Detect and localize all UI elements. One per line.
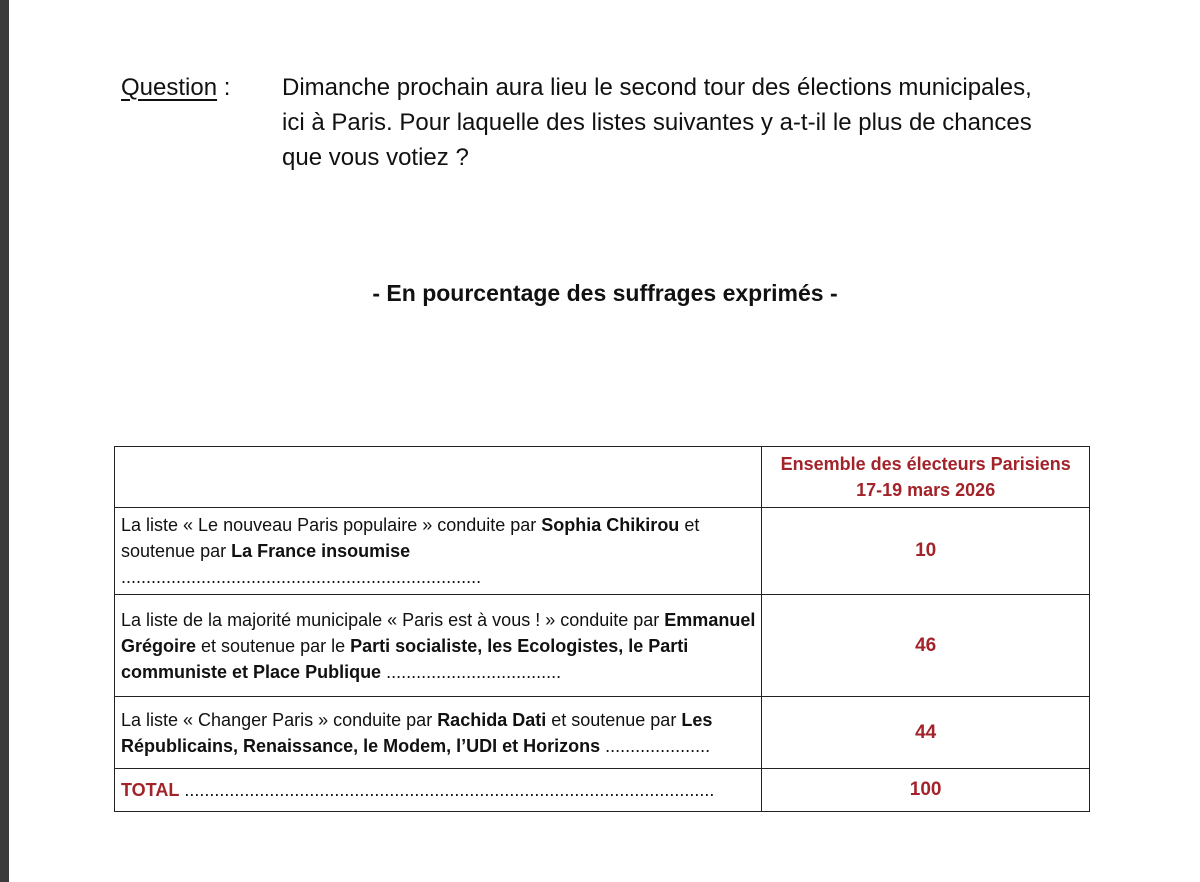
row-label: La liste « Le nouveau Paris populaire » conduite par Sophia Chikirou et soutenue par La France insoumise ........................................................................	[115, 508, 762, 595]
leader-dots: .....................	[600, 735, 711, 756]
total-label: TOTAL	[121, 780, 180, 800]
party-name: Parti socialiste, les Ecologistes, le Parti communiste et Place Publique	[121, 635, 689, 682]
candidate-name: Rachida Dati	[437, 709, 547, 730]
table-row	[115, 697, 1090, 769]
header-column-title	[762, 447, 1090, 508]
row-label: La liste de la majorité municipale « Paris est à vous ! » conduite par Emmanuel Grégoire et soutenue par le Parti socialiste, les Ecologistes, le Parti communiste et Place Publique ...................................	[115, 595, 762, 697]
table-row	[115, 595, 1090, 697]
table-total-row	[115, 769, 1090, 812]
row-value: 46	[762, 595, 1090, 697]
header-line-1: Ensemble des électeurs Parisiens	[780, 454, 1071, 474]
page-left-edge	[0, 0, 9, 882]
leader-dots: ..........................................................................................................	[179, 780, 715, 800]
results-table	[114, 446, 1090, 812]
table-header-row	[115, 447, 1090, 508]
party-name: La France insoumise	[231, 541, 411, 561]
total-value: 100	[762, 769, 1090, 812]
table-row	[115, 508, 1090, 595]
row-value: 44	[762, 697, 1090, 769]
candidate-name: Sophia Chikirou	[541, 515, 680, 535]
question-label: Question :	[121, 74, 231, 101]
question-line-3: que vous votiez ?	[282, 144, 469, 171]
header-empty-cell	[115, 447, 762, 508]
row-label: La liste « Changer Paris » conduite par Rachida Dati et soutenue par Les Républicains, Renaissance, le Modem, l’UDI et Horizons .....................	[115, 697, 762, 769]
question-line-2: ici à Paris. Pour laquelle des listes suivantes y a-t-il le plus de chances	[282, 109, 1032, 136]
leader-dots: ........................................................................	[121, 567, 482, 587]
leader-dots: ...................................	[381, 661, 562, 682]
candidate-name: Emmanuel Grégoire	[121, 609, 756, 656]
table-subtitle: - En pourcentage des suffrages exprimés -	[372, 280, 838, 306]
question-text	[282, 70, 1102, 175]
total-label-cell	[115, 769, 762, 812]
header-line-2: 17-19 mars 2026	[856, 480, 996, 500]
row-value: 10	[762, 508, 1090, 595]
party-name: Les Républicains, Renaissance, le Modem, l’UDI et Horizons	[121, 709, 713, 756]
question-line-1: Dimanche prochain aura lieu le second tour des élections municipales,	[282, 74, 1032, 101]
